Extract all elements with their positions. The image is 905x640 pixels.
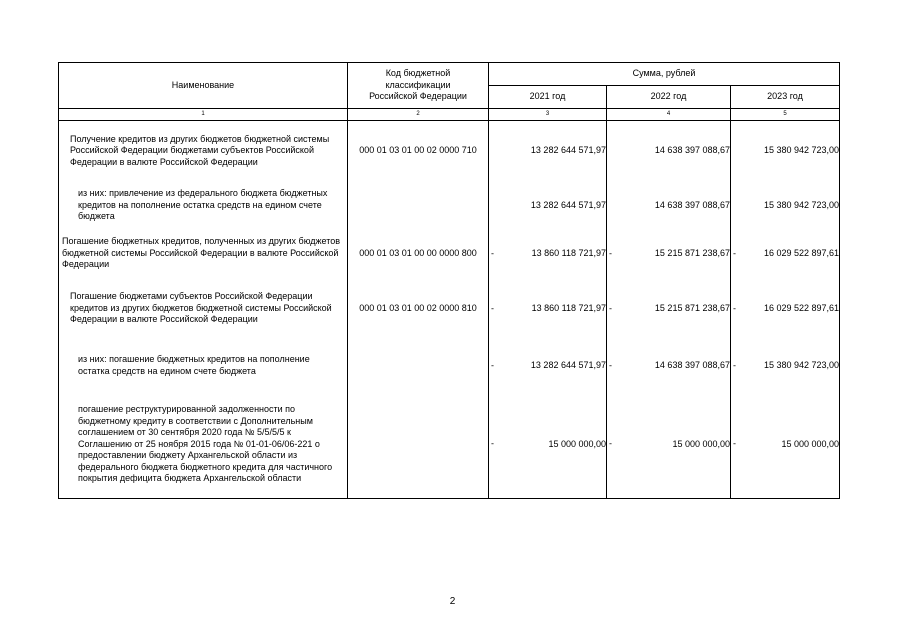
value-2021: 13 860 118 721,97 — [531, 302, 606, 313]
col-number-4: 4 — [607, 109, 731, 121]
row-value-2023 — [731, 391, 840, 499]
value-2022: 15 215 871 238,67 — [654, 247, 730, 258]
row-value-2022 — [607, 277, 731, 341]
row-name: Получение кредитов из других бюджетов бюджетной системы Российской Федерации бюджетами субъектов Российской Федерации в валюте Российской Федерации — [59, 121, 348, 181]
row-name: погашение реструктурированной задолженности по бюджетному кредиту в соответствии с Дополнительным соглашением от 30 сентября 2020 года № 5/5/5/5 к Соглашению от 25 ноября 2015 года № 01-01-06/06-221 о предоставлении бюджету Архангельской области из федерального бюджета бюджетного кредита для частичного покрытия дефицита бюджета Архангельской области — [59, 391, 348, 499]
sign-2021: - — [491, 438, 494, 449]
row-name: из них: погашение бюджетных кредитов на пополнение остатка средств на едином счете бюджета — [59, 341, 348, 391]
table-row — [59, 231, 840, 277]
sign-2023: - — [733, 302, 736, 313]
col-number-5: 5 — [731, 109, 840, 121]
sign-2023: - — [733, 247, 736, 258]
header-code-text: Код бюджетной классификации Российской Федерации — [369, 68, 467, 102]
table-row — [59, 277, 840, 341]
row-value-2021 — [489, 181, 607, 231]
col-number-3: 3 — [489, 109, 607, 121]
col-number-1: 1 — [59, 109, 348, 121]
budget-table — [58, 62, 840, 499]
row-name: из них: привлечение из федерального бюджета бюджетных кредитов на пополнение остатка средств на едином счете бюджета — [59, 181, 348, 231]
value-2021: 13 282 644 571,97 — [530, 359, 606, 370]
value-2022: 15 215 871 238,67 — [654, 302, 730, 313]
value-2021: 13 282 644 571,97 — [530, 199, 606, 210]
row-value-2022 — [607, 181, 731, 231]
value-2022: 14 638 397 088,67 — [654, 145, 730, 155]
row-code: 000 01 03 01 00 02 0000 710 — [348, 121, 489, 181]
row-value-2023 — [731, 231, 840, 277]
value-2022: 14 638 397 088,67 — [654, 359, 730, 370]
table-row — [59, 181, 840, 231]
row-code: 000 01 03 01 00 00 0000 800 — [348, 231, 489, 277]
value-2023: 15 380 942 723,00 — [763, 145, 840, 155]
table-row — [59, 391, 840, 499]
sign-2023: - — [733, 438, 736, 449]
row-value-2021 — [489, 121, 607, 181]
row-code — [348, 391, 489, 499]
sign-2021: - — [491, 247, 494, 258]
header-year-2021: 2021 год — [489, 86, 607, 109]
header-year-2022: 2022 год — [607, 86, 731, 109]
header-code — [348, 63, 489, 109]
value-2023: 15 000 000,00 — [781, 438, 840, 449]
row-value-2022 — [607, 121, 731, 181]
header-year-2023: 2023 год — [731, 86, 840, 109]
row-value-2021 — [489, 391, 607, 499]
row-value-2022 — [607, 391, 731, 499]
row-value-2023 — [731, 181, 840, 231]
row-code — [348, 341, 489, 391]
sign-2023: - — [733, 359, 736, 370]
value-2023: 15 380 942 723,00 — [763, 359, 840, 370]
row-value-2023 — [731, 121, 840, 181]
value-2021: 13 860 118 721,97 — [531, 247, 606, 258]
col-number-2: 2 — [348, 109, 489, 121]
table-row — [59, 341, 840, 391]
value-2021: 15 000 000,00 — [548, 438, 606, 449]
row-value-2021 — [489, 341, 607, 391]
sign-2022: - — [609, 247, 612, 258]
header-sum: Сумма, рублей — [489, 63, 840, 86]
sign-2021: - — [491, 302, 494, 313]
row-code — [348, 181, 489, 231]
sign-2022: - — [609, 302, 612, 313]
row-value-2022 — [607, 231, 731, 277]
value-2023: 16 029 522 897,61 — [763, 302, 840, 313]
page-number: 2 — [449, 596, 456, 607]
sign-2021: - — [491, 359, 494, 370]
value-2023: 15 380 942 723,00 — [763, 199, 840, 210]
value-2021: 13 282 644 571,97 — [530, 145, 606, 155]
row-value-2021 — [489, 231, 607, 277]
row-name: Погашение бюджетных кредитов, полученных из других бюджетов бюджетной системы Российской Федерации в валюте Российской Федерации — [59, 231, 348, 277]
sign-2022: - — [609, 359, 612, 370]
row-code: 000 01 03 01 00 02 0000 810 — [348, 277, 489, 341]
value-2023: 16 029 522 897,61 — [763, 247, 840, 258]
value-2022: 15 000 000,00 — [672, 438, 730, 449]
row-value-2021 — [489, 277, 607, 341]
table-row — [59, 121, 840, 181]
header-name: Наименование — [59, 63, 348, 109]
row-value-2023 — [731, 277, 840, 341]
value-2022: 14 638 397 088,67 — [654, 199, 730, 210]
row-value-2023 — [731, 341, 840, 391]
row-name: Погашение бюджетами субъектов Российской Федерации кредитов из других бюджетов бюджетной системы Российской Федерации в валюте Российской Федерации — [59, 277, 348, 341]
sign-2022: - — [609, 438, 612, 449]
row-value-2022 — [607, 341, 731, 391]
